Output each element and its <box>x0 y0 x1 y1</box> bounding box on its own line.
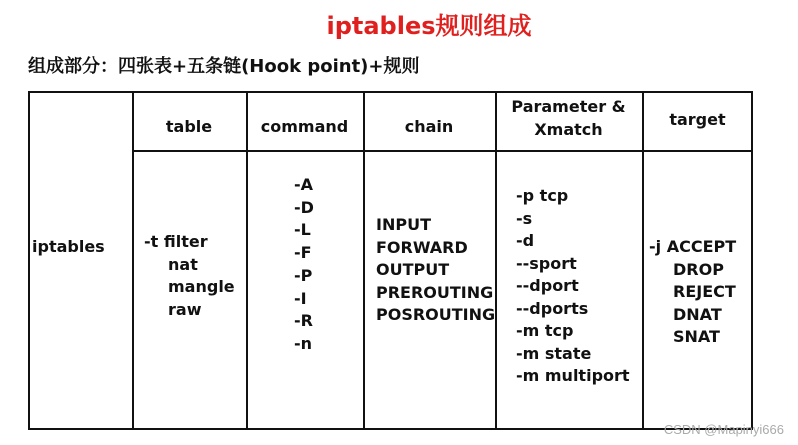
header-parameter <box>495 96 642 141</box>
parameter-item: --dport <box>516 276 579 295</box>
table-item: mangle <box>168 277 235 296</box>
page-subtitle: 组成部分：四张表+五条链(Hook point)+规则 <box>28 56 420 77</box>
column-divider <box>246 93 248 428</box>
targets-list <box>649 236 736 349</box>
commands-list <box>294 174 314 356</box>
page-title: iptables规则组成 <box>326 12 532 40</box>
column-divider <box>642 93 644 428</box>
command-item: -D <box>294 197 314 217</box>
parameters-list <box>516 185 630 388</box>
table-item: nat <box>168 254 198 274</box>
table-item: -t filter <box>144 232 208 251</box>
watermark: CSDN @Mapinyi666 <box>663 422 784 437</box>
parameter-item: --dports <box>516 298 589 318</box>
target-item: REJECT <box>673 282 736 301</box>
header-table: table <box>165 117 213 136</box>
command-item: -n <box>294 333 313 353</box>
row-label-iptables: iptables <box>32 237 105 256</box>
target-item: -j ACCEPT <box>649 237 737 256</box>
command-item: -R <box>294 311 313 331</box>
parameter-item: -s <box>516 208 533 228</box>
header-divider <box>132 150 751 152</box>
parameter-item: -p tcp <box>516 186 569 205</box>
command-item: -L <box>294 220 311 240</box>
column-divider <box>132 93 134 428</box>
column-divider <box>363 93 365 428</box>
parameter-item: -m state <box>516 343 592 363</box>
command-item: -F <box>294 243 312 263</box>
header-parameter-line: Parameter & <box>511 97 626 116</box>
tables-list <box>144 231 235 321</box>
column-divider <box>495 93 497 428</box>
command-item: -P <box>294 265 313 285</box>
chain-item: PREROUTING <box>376 282 494 302</box>
header-chain: chain <box>404 117 454 136</box>
iptables-table <box>28 91 753 430</box>
command-item: -A <box>294 175 314 194</box>
target-item: SNAT <box>673 327 720 346</box>
chain-item: OUTPUT <box>376 260 450 279</box>
header-command: command <box>260 117 349 136</box>
header-parameter-line: Xmatch <box>534 119 603 139</box>
chain-item: POSROUTING <box>376 305 496 324</box>
header-target: target <box>669 110 726 129</box>
command-item: -I <box>294 288 307 308</box>
target-item: DNAT <box>673 304 722 324</box>
target-item: DROP <box>673 259 724 279</box>
chain-item: INPUT <box>376 215 431 234</box>
parameter-item: -d <box>516 231 535 250</box>
chains-list <box>376 214 495 327</box>
chain-item: FORWARD <box>376 237 468 257</box>
table-item: raw <box>168 299 202 319</box>
parameter-item: --sport <box>516 253 577 273</box>
parameter-item: -m multiport <box>516 366 630 385</box>
parameter-item: -m tcp <box>516 321 574 340</box>
